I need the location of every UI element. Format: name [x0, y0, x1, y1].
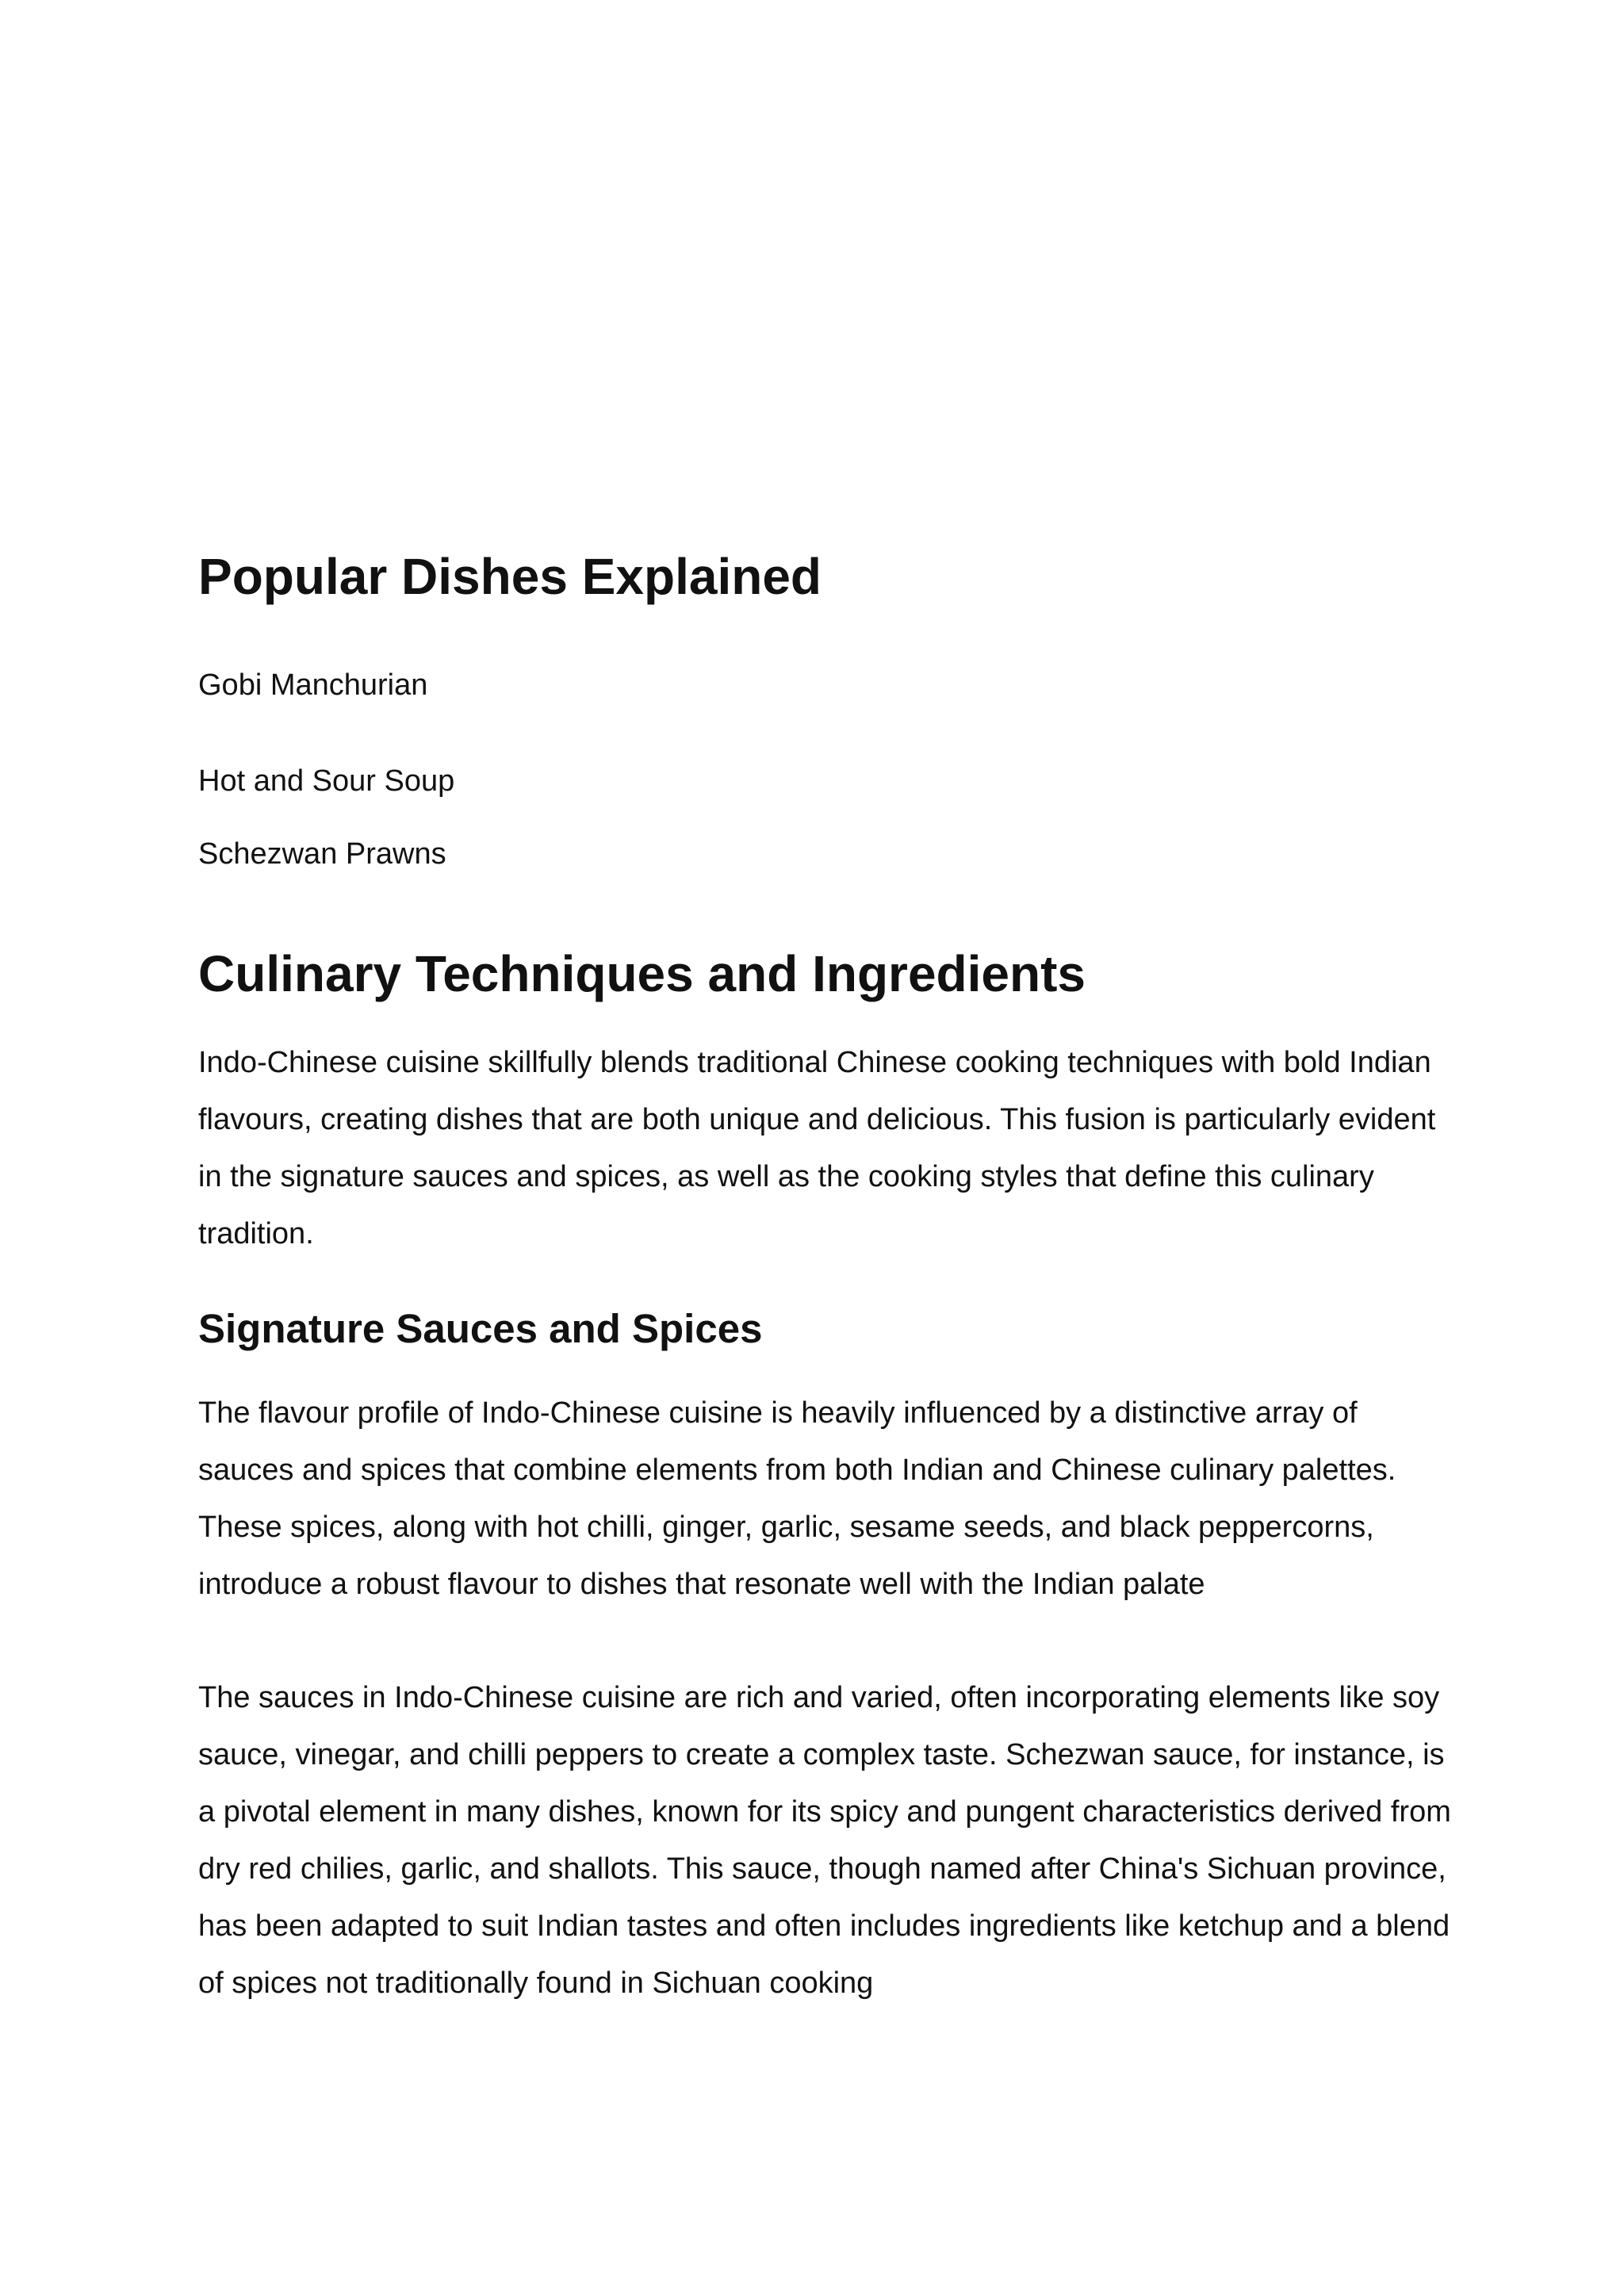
paragraph-sauces-spices: The flavour profile of Indo-Chinese cuisine is heavily influenced by a distinctive array of sauces and spices that combine elements from both Indian and Chinese culinary palettes. These spices, along with hot chilli, ginger, garlic, sesame seeds, and black peppercorns, introduce a robust flavour to dishes that resonate well with the Indian palate	[198, 1396, 1396, 1601]
paragraph-sauces-varied: The sauces in Indo-Chinese cuisine are rich and varied, often incorporating elements like soy sauce, vinegar, and chilli peppers to create a complex taste. Schezwan sauce, for instance, is a pivotal element in many dishes, known for its spicy and pungent characteristics derived from dry red chilies, garlic, and shallots. This sauce, though named after China's Sichuan province, has been adapted to suit Indian tastes and often includes ingredients like ketchup and a blend of spices not traditionally found in Sichuan cooking	[198, 1681, 1451, 2000]
paragraph-culinary: Indo-Chinese cuisine skillfully blends traditional Chinese cooking techniques with bold Indian flavours, creating dishes that are both unique and delicious. This fusion is particularly evident in the signature sauces and spices, as well as the cooking styles that define this culinary tradition.	[198, 1046, 1436, 1250]
heading-signature-sauces: Signature Sauces and Spices	[198, 1306, 763, 1351]
dish-item: Gobi Manchurian	[198, 668, 428, 702]
dish-item: Schezwan Prawns	[198, 837, 446, 871]
heading-culinary-techniques: Culinary Techniques and Ingredients	[198, 945, 1086, 1002]
dish-item: Hot and Sour Soup	[198, 764, 455, 798]
heading-popular-dishes: Popular Dishes Explained	[198, 548, 822, 605]
